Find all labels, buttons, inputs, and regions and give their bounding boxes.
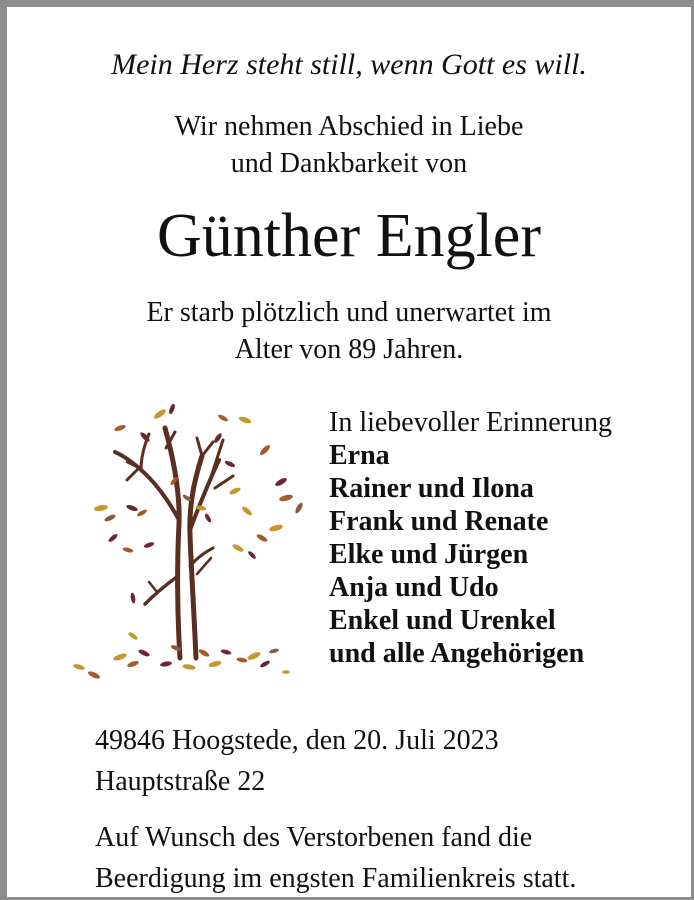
mourner-line: Enkel und Urenkel xyxy=(329,605,556,636)
mourner-line: Elke und Jürgen xyxy=(329,539,529,570)
middle-section xyxy=(7,396,691,686)
intro-line-1: Wir nehmen Abschied in Liebe xyxy=(174,111,524,142)
memorial-heading: In liebevoller Erinnerung xyxy=(329,407,613,438)
intro-text xyxy=(7,108,691,182)
place-date: 49846 Hoogstede, den 20. Juli 2023 xyxy=(95,725,499,756)
death-statement xyxy=(7,294,691,368)
mourner-line: und alle Angehörigen xyxy=(329,638,585,669)
death-line-1: Er starb plötzlich und unerwartet im xyxy=(146,297,552,328)
street-address: Hauptstraße 22 xyxy=(95,766,266,797)
mourner-line: Anja und Udo xyxy=(329,572,499,603)
memorial-list xyxy=(329,396,612,670)
obituary-card xyxy=(7,7,691,897)
closing-line-1: Auf Wunsch des Verstorbenen fand die xyxy=(95,822,533,853)
autumn-tree-icon xyxy=(69,396,329,686)
place-date-block xyxy=(95,720,691,802)
closing-statement xyxy=(95,817,691,897)
mourner-line: Erna xyxy=(329,440,390,471)
closing-line-2: Beerdigung im engsten Familienkreis statt. xyxy=(95,863,577,894)
death-line-2: Alter von 89 Jahren. xyxy=(234,334,464,365)
mourner-line: Frank und Renate xyxy=(329,506,549,537)
deceased-name: Günther Engler xyxy=(157,202,541,270)
intro-line-2: und Dankbarkeit von xyxy=(230,148,468,179)
motto-verse: Mein Herz steht still, wenn Gott es will. xyxy=(111,48,587,81)
autumn-tree-illustration xyxy=(69,396,329,686)
mourner-line: Rainer und Ilona xyxy=(329,473,534,504)
